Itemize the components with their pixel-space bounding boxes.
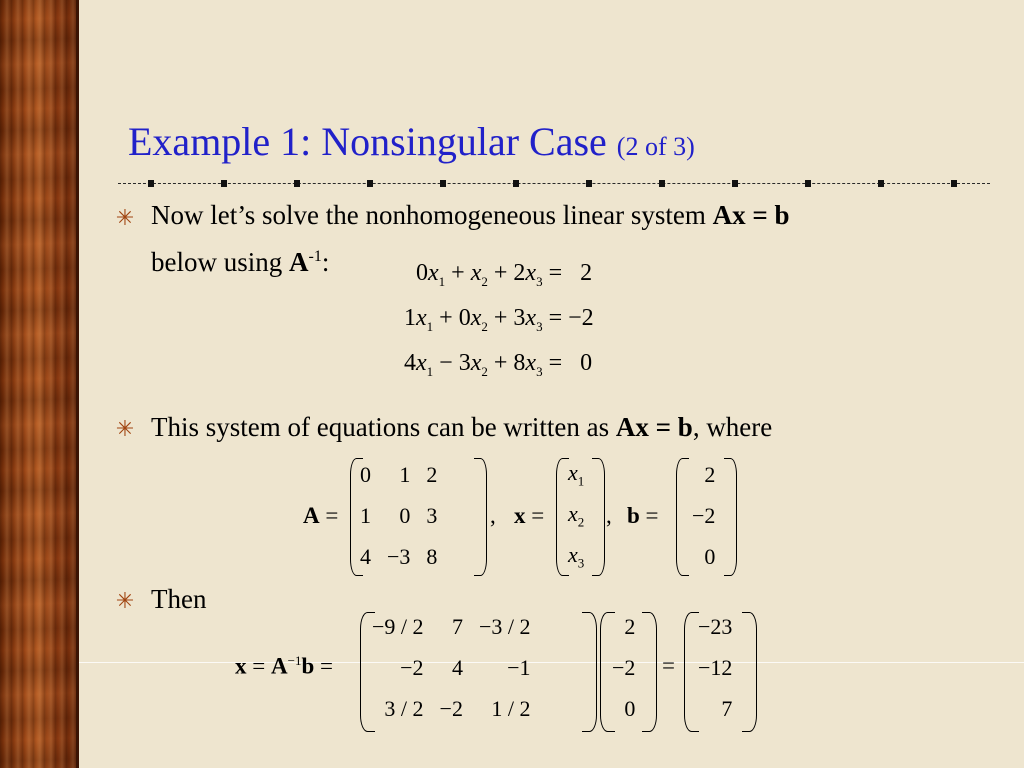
slide-title xyxy=(128,118,695,165)
comma: , xyxy=(606,503,612,528)
matrix-cell: −3 / 2 xyxy=(478,613,531,639)
bullet-3: Then xyxy=(151,584,207,614)
eq2-c2: + 0 xyxy=(439,305,471,331)
matrix-cell: 7 xyxy=(451,613,463,639)
b1-text-2: below using xyxy=(151,247,289,277)
eq3-c1: 4 xyxy=(404,350,416,376)
matrix-row xyxy=(690,647,740,688)
equation-1: $0x_1 + x_2 + 2x_3 = 2$ xyxy=(416,260,593,289)
equals: = xyxy=(662,653,675,678)
paren-right xyxy=(642,612,657,732)
matrix-row xyxy=(684,536,723,577)
matrix-cell: 4 xyxy=(451,654,463,680)
sparkle-icon: ✳ xyxy=(115,588,135,613)
eq2-rhs: −2 xyxy=(568,305,594,331)
matrix-cell: 1 xyxy=(399,461,411,487)
eq3-c2: − 3 xyxy=(439,350,471,376)
matrix-row xyxy=(352,454,445,495)
b2-post: , where xyxy=(692,412,773,442)
vector-b xyxy=(684,454,723,577)
matrix-row xyxy=(364,688,538,729)
wood-border xyxy=(0,0,76,768)
paren-right xyxy=(582,612,597,732)
vector-cell: 7 xyxy=(721,695,733,721)
vector-cell: −23 xyxy=(698,613,733,639)
b1-sup: -1 xyxy=(308,248,322,265)
label-A: A = xyxy=(303,503,339,528)
vector-cell: $x_2$ xyxy=(568,500,585,530)
vector-result xyxy=(690,606,740,729)
equation-2: $1x_1 + 0x_2 + 3x_3 = -2$ xyxy=(404,305,594,334)
vector-cell: 0 xyxy=(624,695,636,721)
label-x-text: x xyxy=(514,503,526,528)
matrix-cell: 3 / 2 xyxy=(384,695,424,721)
vector-b-2 xyxy=(604,606,643,729)
dashed-divider xyxy=(118,180,990,188)
eq1-c3: + 2 xyxy=(493,260,526,286)
equation-3: $4x_1 - 3x_2 + 8x_3 = 0$ xyxy=(404,350,593,379)
matrix-row xyxy=(352,536,445,577)
title-sub: (2 of 3) xyxy=(616,132,695,161)
divider-dot xyxy=(440,180,446,187)
matrix-cell: 4 xyxy=(360,543,371,569)
matrix-cell: −1 xyxy=(507,654,531,680)
eq1-rhs: 2 xyxy=(580,260,593,286)
label-b-text: b xyxy=(627,503,640,528)
matrix-cell: 0 xyxy=(399,502,411,528)
label-x: x = xyxy=(514,503,545,528)
matrix-cell: 0 xyxy=(360,461,371,487)
border-edge xyxy=(76,0,79,768)
eq2-c1: 1 xyxy=(404,305,416,331)
bullet-1-line-2 xyxy=(151,237,329,282)
eq1-c1: 0 xyxy=(416,260,428,286)
title-main: Example 1: Nonsingular Case xyxy=(128,119,607,164)
divider-dot xyxy=(513,180,519,187)
matrix-row xyxy=(684,454,723,495)
label-b: b = xyxy=(627,503,659,528)
matrix-cell: −2 xyxy=(400,654,424,680)
divider-dot xyxy=(367,180,373,187)
vector-cell: 2 xyxy=(624,613,636,639)
sparkle-icon: ✳ xyxy=(115,416,135,441)
b1-text: Now let’s solve the nonhomogeneous linear system xyxy=(151,200,713,230)
matrix-cell: 3 xyxy=(426,502,438,528)
matrix-row xyxy=(364,606,538,647)
paren-right xyxy=(592,458,605,576)
vector-cell: −2 xyxy=(612,654,636,680)
eq2-c3: + 3 xyxy=(493,305,526,331)
matrix-row xyxy=(604,647,643,688)
eq3-rhs: 0 xyxy=(580,350,593,376)
vector-cell: $x_3$ xyxy=(568,541,585,571)
vector-cell: 0 xyxy=(704,543,716,569)
comma: , xyxy=(490,503,496,528)
eq3-c3: + 8 xyxy=(493,350,526,376)
bullet-2 xyxy=(151,407,772,447)
divider-dot xyxy=(294,180,300,187)
matrix-cell: 1 xyxy=(360,502,371,528)
divider-dot xyxy=(732,180,738,187)
matrix-cell: 1 / 2 xyxy=(491,695,531,721)
b1-colon: : xyxy=(321,247,330,277)
paren-right xyxy=(742,612,757,732)
label-x-eq: $x = A^{-1}b$ = xyxy=(235,653,333,679)
divider-line xyxy=(118,183,990,184)
divider-dot xyxy=(221,180,227,187)
matrix-row xyxy=(690,606,740,647)
vector-cell: $x_1$ xyxy=(568,459,585,489)
sparkle-icon: ✳ xyxy=(115,205,135,230)
matrix-row xyxy=(560,495,592,536)
matrix-cell: 2 xyxy=(426,461,438,487)
matrix-Ainv xyxy=(364,606,538,729)
matrix-cell: −3 xyxy=(387,543,411,569)
matrix-cell: −2 xyxy=(439,695,463,721)
bullet-1-line-1 xyxy=(151,195,790,235)
vector-x xyxy=(560,454,592,577)
paren-right xyxy=(724,458,737,576)
divider-dot xyxy=(659,180,665,187)
matrix-row xyxy=(560,454,592,495)
matrix-row xyxy=(604,688,643,729)
divider-dot xyxy=(805,180,811,187)
matrix-row xyxy=(604,606,643,647)
paren-right xyxy=(474,458,487,576)
matrix-cell: 8 xyxy=(426,543,438,569)
divider-dot xyxy=(878,180,884,187)
divider-dot xyxy=(586,180,592,187)
matrix-row xyxy=(684,495,723,536)
label-A-text: A xyxy=(303,503,320,528)
matrix-cell: −9 / 2 xyxy=(372,613,424,639)
divider-dot xyxy=(148,180,154,187)
divider-dot xyxy=(951,180,957,187)
vector-cell: 2 xyxy=(704,461,716,487)
faint-rule xyxy=(79,662,1024,663)
matrix-row xyxy=(690,688,740,729)
b1-bold: Ax = b xyxy=(712,200,790,230)
b2-bold: Ax = b xyxy=(615,412,693,442)
b1-bold-2: A xyxy=(289,247,309,277)
vector-cell: −2 xyxy=(692,502,716,528)
matrix-A xyxy=(352,454,445,577)
vector-cell: −12 xyxy=(698,654,733,680)
matrix-row xyxy=(364,647,538,688)
matrix-row xyxy=(560,536,592,577)
b2-text: This system of equations can be written as xyxy=(151,412,616,442)
matrix-row xyxy=(352,495,445,536)
